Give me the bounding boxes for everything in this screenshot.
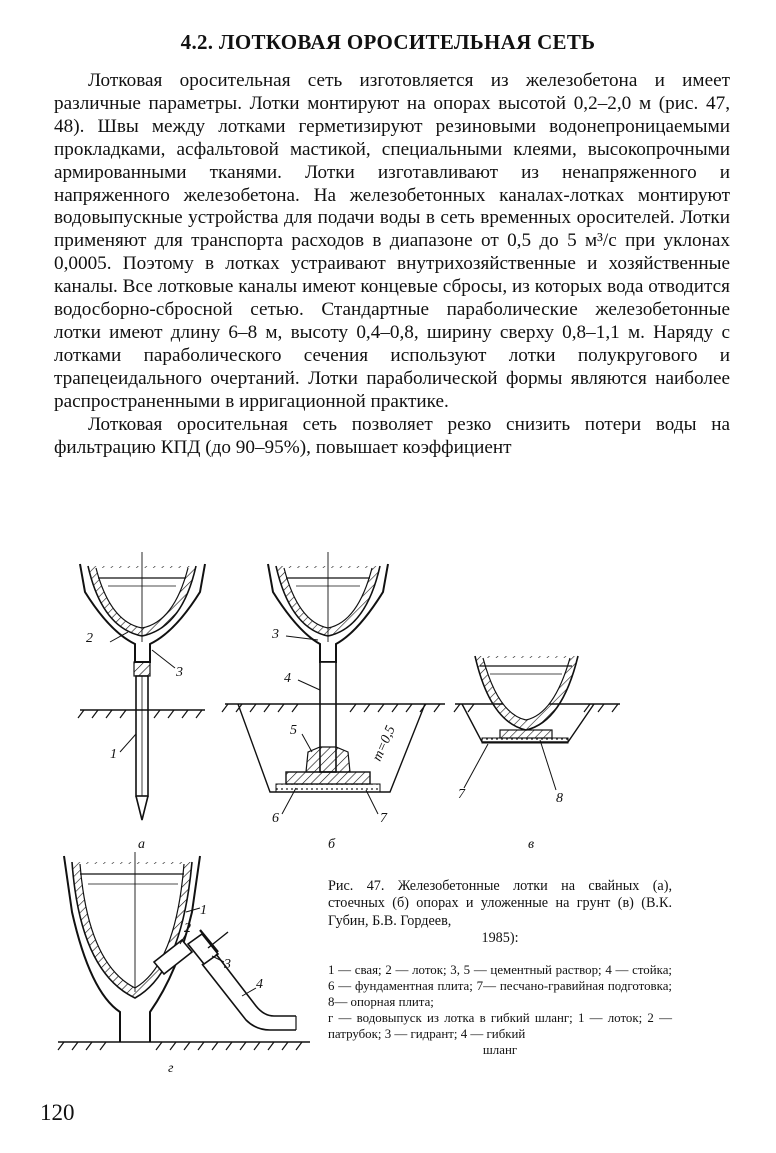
panel-label-v: в bbox=[528, 837, 535, 852]
panel-b-post-support bbox=[222, 552, 445, 814]
label-b-4: 4 bbox=[284, 671, 291, 686]
section-heading: 4.2. ЛОТКОВАЯ ОРОСИТЕЛЬНАЯ СЕТЬ bbox=[180, 30, 596, 54]
panel-label-a: а bbox=[138, 837, 145, 852]
label-b-5: 5 bbox=[290, 723, 297, 738]
legend-line-2: г — водовыпуск из лотка в гибкий шланг; 1 — лоток; 2 — патрубок; 3 — гидрант; 4 — гибкий bbox=[328, 1010, 672, 1041]
label-g-2: 2 bbox=[184, 921, 191, 936]
label-g-4: 4 bbox=[256, 977, 263, 992]
panel-label-b: б bbox=[328, 837, 336, 852]
body-text bbox=[54, 70, 730, 459]
caption-year: 1985): bbox=[481, 929, 519, 946]
legend-line-1: 1 — свая; 2 — лоток; 3, 5 — цементный раствор; 4 — стойка; 6 — фундаментная плита; 7— песчано-гравийная подготовка; 8— опорная плита; bbox=[328, 963, 672, 1009]
panel-g-water-outlet bbox=[58, 852, 310, 1050]
label-b-6: 6 bbox=[272, 811, 279, 826]
label-b-7: 7 bbox=[380, 811, 387, 826]
panel-label-g: г bbox=[168, 1061, 174, 1076]
label-a-3: 3 bbox=[176, 665, 183, 680]
label-g-3: 3 bbox=[224, 957, 231, 972]
figure-caption bbox=[328, 878, 672, 947]
legend-line-2-end: шланг bbox=[482, 1042, 518, 1057]
label-g-1: 1 bbox=[200, 903, 207, 918]
figure-legend bbox=[328, 963, 672, 1058]
label-a-2: 2 bbox=[86, 631, 93, 646]
panel-a-pile-support bbox=[78, 552, 205, 820]
label-a-1: 1 bbox=[110, 747, 117, 762]
paragraph-1: Лотковая оросительная сеть изготовляется из железобетона и имеет различные параметры. Лотки монтируют на опорах высотой 0,2–2,0 м (рис. 47, 48). Швы между лотками герметизируют резиновыми водонепроницаемыми прокладками, асфальтовой мастикой, специальными клеями, высокопрочными армированными тканями. Лотки изготавливают из ненапряженного и напряженного железобетона. На железобетонных каналах-лотках монтируют водовыпускные устройства для подачи воды в сеть временных оросителей. Лотки применяют для транспорта расходов в диапазоне от 0,5 до 5 м³/с при уклонах 0,0005. Поэтому в лотках устраивают внутрихозяйственные и хозяйственные каналы. Все лотковые каналы имеют концевые сбросы, из которых вода отводится водосборно-сбросной сетью. Стандартные параболические железобетонные лотки имеют длину 6–8 м, высоту 0,4–0,8, ширину сверху 0,8–1,1 м. Наряду с лотками параболического сечения используют лотки полукругового и трапецеидального очертаний. Лотки параболической формы являются наиболее распространенными в ирригационной практике. bbox=[54, 70, 730, 412]
page-number: 120 bbox=[40, 1100, 75, 1125]
panel-v-ground-laid bbox=[454, 656, 620, 790]
label-b-slope: m=0,5 bbox=[369, 723, 399, 764]
label-v-7: 7 bbox=[458, 787, 465, 802]
caption-main: Рис. 47. Железобетонные лотки на свайных (а), стоечных (б) опорах и уложенные на грунт (в) (В.К. Губин, Б.В. Гордеев, bbox=[328, 878, 672, 929]
label-v-8: 8 bbox=[556, 791, 563, 806]
paragraph-2: Лотковая оросительная сеть позволяет резко снизить потери воды на фильтрацию КПД (до 90–95%), повышает коэффициент bbox=[54, 413, 730, 458]
label-b-3: 3 bbox=[272, 627, 279, 642]
